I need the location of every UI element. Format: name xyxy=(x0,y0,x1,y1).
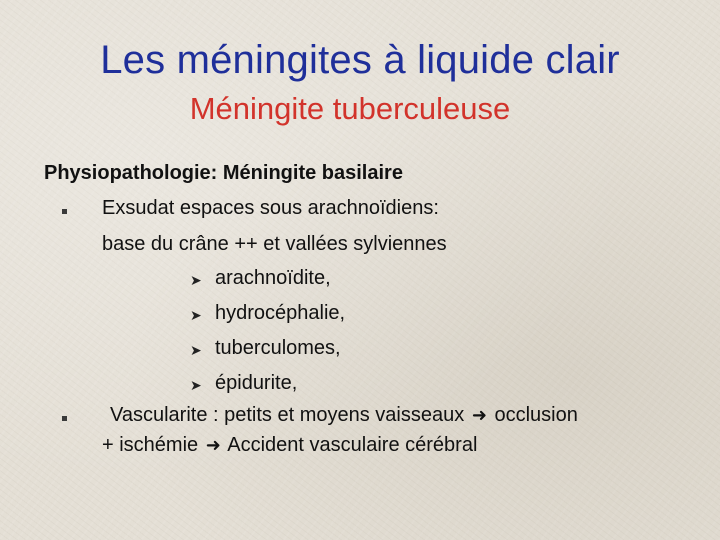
chevron-right-icon: ➤ xyxy=(190,377,202,393)
bullet1-line1: Exsudat espaces sous arachnoïdiens: xyxy=(102,197,439,219)
subitem-arachnoidite: arachnoïdite, xyxy=(215,267,331,289)
right-arrow-icon: ➜ xyxy=(205,435,221,455)
bullet2-line2-text: + ischémie xyxy=(102,434,199,456)
bullet2-line1-result: occlusion xyxy=(494,404,578,426)
bullet2-line1-text: Vascularite : petits et moyens vaisseaux xyxy=(110,404,465,426)
subitem-tuberculomes: tuberculomes, xyxy=(215,337,341,359)
subitem-hydrocephalie: hydrocéphalie, xyxy=(215,302,346,324)
bullet2-line2 xyxy=(102,434,477,457)
chevron-right-icon: ➤ xyxy=(190,342,202,358)
square-bullet-icon xyxy=(62,209,67,214)
slide-title: Les méningites à liquide clair xyxy=(100,38,620,82)
bullet1-line2: base du crâne ++ et vallées sylviennes xyxy=(102,233,447,255)
chevron-right-icon: ➤ xyxy=(190,307,202,323)
slide-subtitle: Méningite tuberculeuse xyxy=(189,91,511,126)
bullet2-line1 xyxy=(110,404,578,427)
bullet2-line2-result: Accident vasculaire cérébral xyxy=(227,434,478,456)
section-heading: Physiopathologie: Méningite basilaire xyxy=(44,162,403,184)
square-bullet-icon xyxy=(62,416,67,421)
right-arrow-icon: ➜ xyxy=(471,405,487,425)
chevron-right-icon: ➤ xyxy=(190,272,202,288)
subitem-epidurite: épidurite, xyxy=(215,372,298,394)
